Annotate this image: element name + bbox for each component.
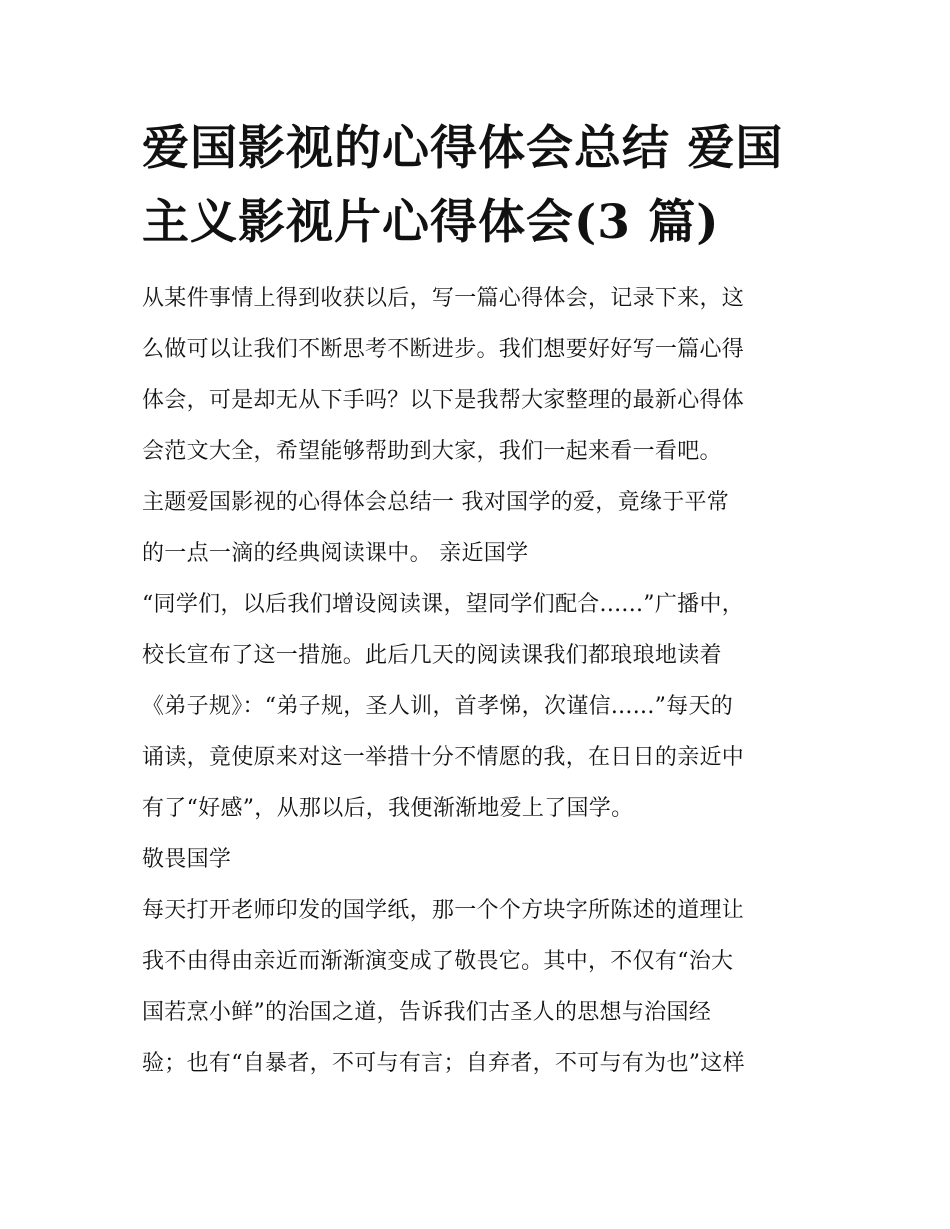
body-line: 主题爱国影视的心得体会总结一 我对国学的爱，竟缘于平常 [142,490,730,515]
body-line: 有了“好感”，从那以后，我便渐渐地爱上了国学。 [142,796,634,821]
body-line: 校长宣布了这一措施。此后几天的阅读课我们都琅琅地读着 [142,643,722,668]
title-line-2: 主义影视片心得体会(3 篇) [142,195,720,250]
body-line: 诵读，竟使原来对这一举措十分不情愿的我，在日日的亲近中 [142,745,745,770]
document-body [142,280,822,1082]
body-line: 会范文大全，希望能够帮助到大家，我们一起来看一看吧。 [142,439,722,464]
body-line: 我不由得由亲近而渐渐演变成了敬畏它。其中，不仅有“治大 [142,949,734,974]
body-line: 的一点一滴的经典阅读课中。 亲近国学 [142,541,529,566]
section-heading: 敬畏国学 [142,847,232,872]
body-line: 《弟子规》：“弟子规，圣人训，首孝悌，次谨信......”每天的 [142,694,734,719]
body-line: “同学们，以后我们增设阅读课，望同学们配合......”广播中， [142,592,745,617]
body-line: 每天打开老师印发的国学纸，那一个个方块字所陈述的道理让 [142,898,745,923]
body-line: 验；也有“自暴者，不可与有言；自弃者，不可与有为也”这样 [142,1051,745,1076]
document-page [142,112,822,1096]
body-line: 从某件事情上得到收获以后，写一篇心得体会，记录下来，这 [142,286,745,311]
body-line: 体会，可是却无从下手吗？以下是我帮大家整理的最新心得体 [142,388,745,413]
body-line: 么做可以让我们不断思考不断进步。我们想要好好写一篇心得 [142,337,745,362]
body-line: 国若烹小鲜”的治国之道，告诉我们古圣人的思想与治国经 [142,1000,712,1025]
title-line-1: 爱国影视的心得体会总结 爱国 [142,121,784,176]
